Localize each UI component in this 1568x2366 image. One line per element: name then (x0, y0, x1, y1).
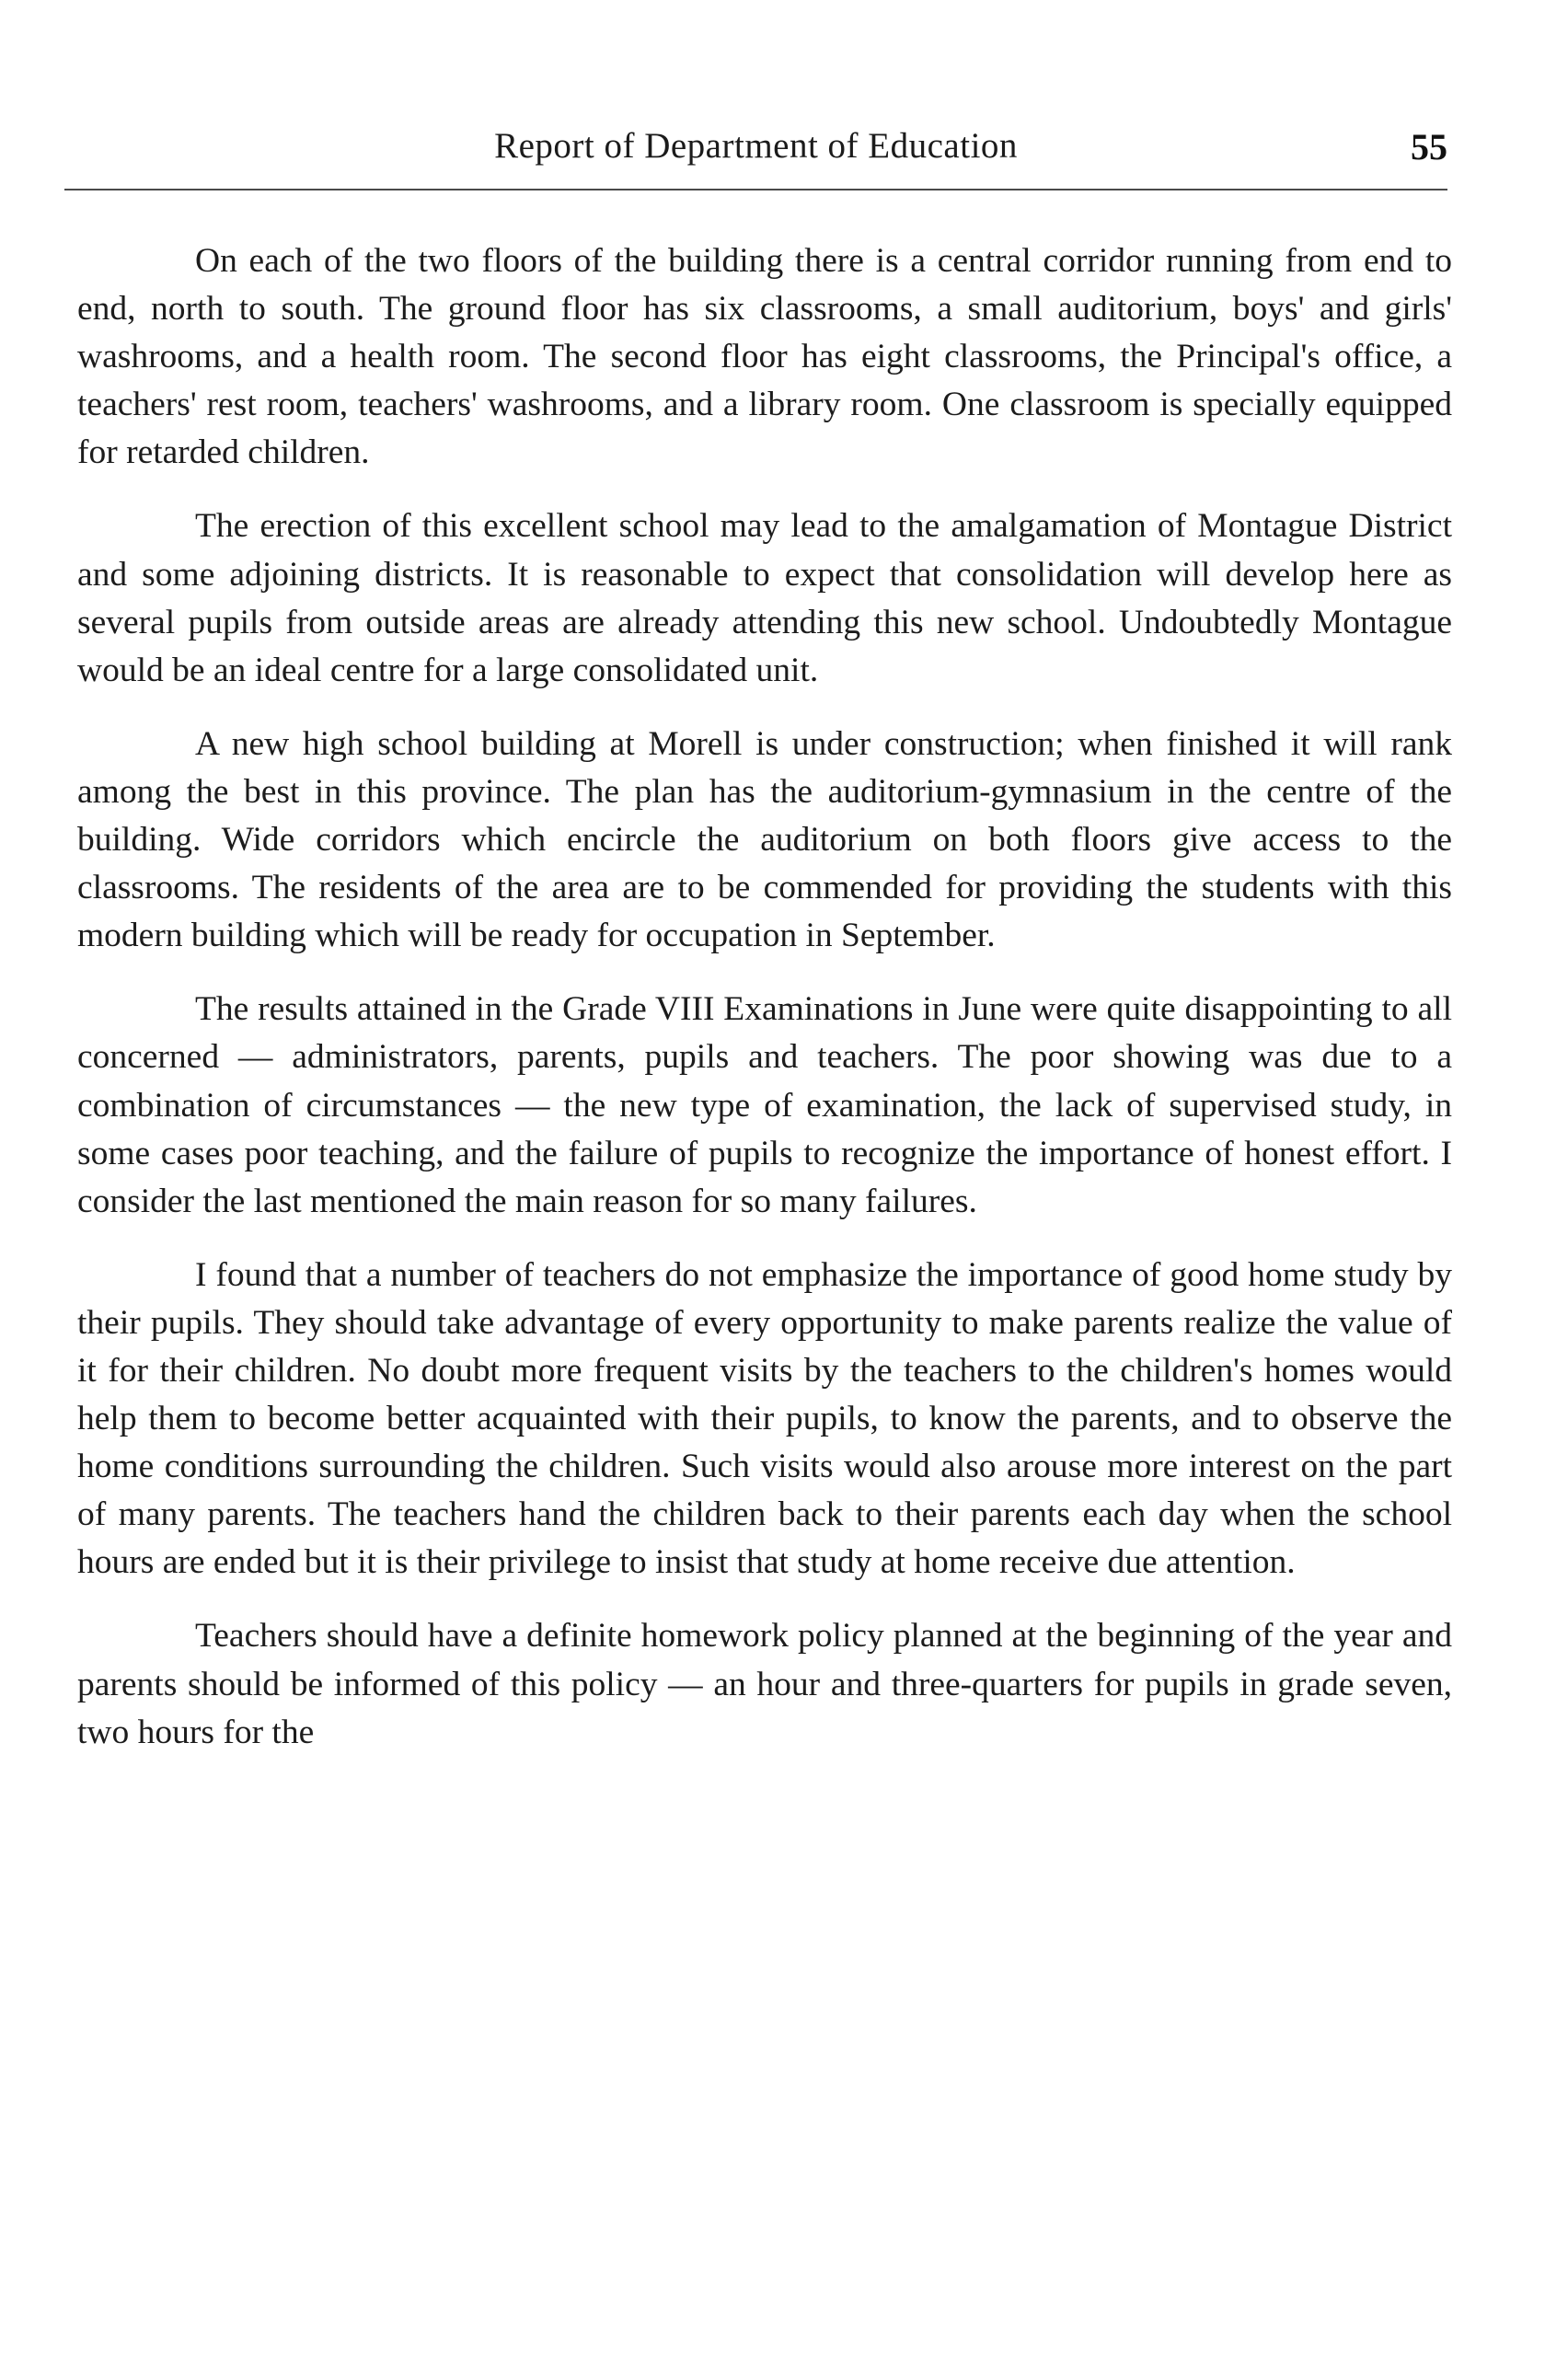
paragraph-home-study: I found that a number of teachers do not emphasize the importance of good home study by their pupils. They should take advantage of every opportunity to make parents realize the value of it for their children. No doubt more frequent visits by the teachers to the children's homes would help them to become better acquainted with their pupils, to know the parents, and to observe the home conditions surrounding the children. Such visits would also arouse more interest on the part of many parents. The teachers hand the children back to their parents each day when the school hours are ended but it is their privilege to insist that study at home receive due attention. (77, 1255, 1452, 1582)
running-header (64, 125, 1447, 180)
paragraph-homework-policy: Teachers should have a definite homework policy planned at the beginning of the year and parents should be informed of this policy — an hour and three-quarters for pupils in grade seven, two hours for the (77, 1617, 1452, 1751)
running-title: Report of Department of Education (494, 126, 1018, 166)
paragraph-morell-high-school: A new high school building at Morell is under construction; when finished it will rank among the best in this province. The plan has the auditorium-gymnasium in the centre of the building. Wide corridors which encircle the auditorium on both floors give access to the classrooms. The residents of the area are to be commended for providing the students with this modern building which will be ready for occupation in September. (77, 724, 1452, 955)
paragraph-corridors: On each of the two floors of the building there is a central corridor running from end to end, north to south. The ground floor has six classrooms, a small auditorium, boys' and girls' washrooms, and a health room. The second floor has eight classrooms, the Principal's office, a teachers' rest room, teachers' washrooms, and a library room. One classroom is specially equipped for retarded children. (77, 242, 1452, 472)
body-text (77, 237, 1452, 1783)
header-rule (64, 189, 1447, 190)
paragraph-montague-consolidation: The erection of this excellent school may lead to the amalgamation of Montague District and some adjoining districts. It is reasonable to expect that consolidation will develop here as several pupils from outside areas are already attending this new school. Undoubtedly Montague would be an ideal centre for a large consolidated unit. (77, 507, 1452, 689)
page-number: 55 (1411, 126, 1447, 167)
paragraph-grade-viii-results: The results attained in the Grade VIII Examinations in June were quite disappointing to all concerned — administrators, parents, pupils and teachers. The poor showing was due to a combination of circumstances — the new type of examination, the lack of supervised study, in some cases poor teaching, and the failure of pupils to recognize the importance of honest effort. I consider the last mentioned the main reason for so many failures. (77, 990, 1452, 1220)
